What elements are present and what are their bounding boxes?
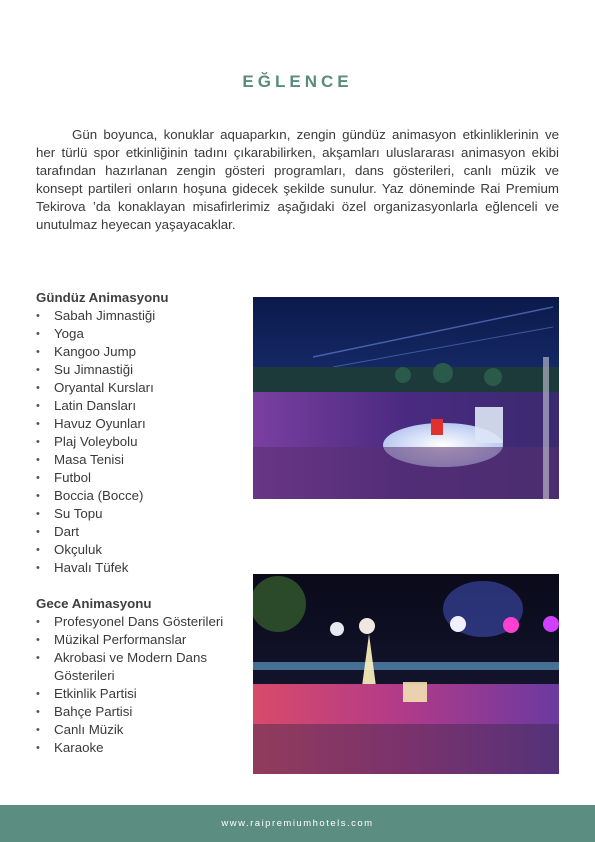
day-list-item: • Yoga — [36, 325, 256, 343]
day-list-item: • Oryantal Kursları — [36, 379, 256, 397]
night-list-item: • Bahçe Partisi — [36, 703, 256, 721]
page-title: EĞLENCE — [242, 72, 353, 91]
day-list-item: • Havalı Tüfek — [36, 559, 256, 577]
day-list-item: • Kangoo Jump — [36, 343, 256, 361]
day-list-item: • Latin Dansları — [36, 397, 256, 415]
intro-paragraph — [36, 126, 559, 234]
day-list-item: • Plaj Voleybolu — [36, 433, 256, 451]
day-list-item: • Sabah Jimnastiği — [36, 307, 256, 325]
night-list-item: • Karaoke — [36, 739, 256, 757]
day-animation-list — [36, 307, 256, 577]
intro-text: Gün boyunca, konuklar aquaparkın, zengin gündüz animasyon etkinliklerinin ve her türlü spor etkinliğinin tadını çıkarabilirken, akşamları uluslararası animasyon ekibi tarafından hazırlanan zengin gösteri programları, dans gösterileri, canlı müzik ve konsept partileri onların hoşuna gidecek şekilde sunulur. Yaz döneminde Rai Premium Tekirova ’da konaklayan misafirlerimiz aşağıdaki özel organizasyonlarla eğlenceli ve unutulmaz heyecan yaşayacaklar. — [36, 127, 559, 232]
footer-website-link[interactable]: www.raipremiumhotels.com — [221, 818, 374, 829]
amphitheater-photo-art — [253, 297, 559, 499]
night-animation-list — [36, 613, 256, 757]
day-list-item: • Su Topu — [36, 505, 256, 523]
day-animation-heading: Gündüz Animasyonu — [36, 290, 169, 305]
night-party-photo-art — [253, 574, 559, 774]
day-list-item: • Su Jimnastiği — [36, 361, 256, 379]
day-list-item: • Masa Tenisi — [36, 451, 256, 469]
night-list-item: • Canlı Müzik — [36, 721, 256, 739]
night-list-item: • Akrobasi ve Modern Dans Gösterileri — [36, 649, 256, 685]
night-animation-heading: Gece Animasyonu — [36, 596, 152, 611]
night-party-photo — [253, 574, 559, 774]
night-list-item: • Etkinlik Partisi — [36, 685, 256, 703]
night-list-item: • Profesyonel Dans Gösterileri — [36, 613, 256, 631]
day-list-item: • Futbol — [36, 469, 256, 487]
day-list-item: • Boccia (Bocce) — [36, 487, 256, 505]
night-list-item: • Müzikal Performanslar — [36, 631, 256, 649]
day-list-item: • Havuz Oyunları — [36, 415, 256, 433]
day-list-item: • Okçuluk — [36, 541, 256, 559]
day-list-item: • Dart — [36, 523, 256, 541]
amphitheater-photo — [253, 297, 559, 499]
footer-bar — [0, 805, 595, 842]
